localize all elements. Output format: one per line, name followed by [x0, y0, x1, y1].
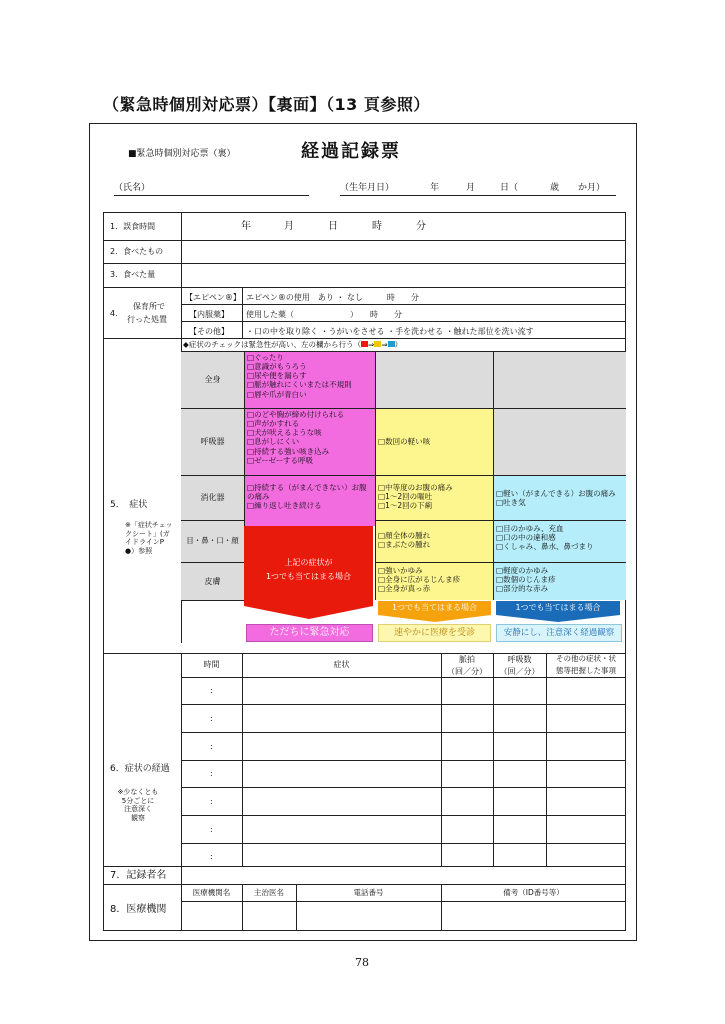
- birth-underline: [340, 195, 616, 196]
- time-mark: :: [210, 852, 213, 861]
- hdr-hospital: 医療機関名: [192, 888, 231, 897]
- hdr-remarks: 備考（ID番号等）: [503, 888, 564, 897]
- yellow-kao-list: □顔全体の腫れ □まぶたの腫れ: [378, 531, 431, 550]
- hdr-pulse-1: 脈拍: [459, 655, 475, 664]
- urgent-arrow-icon: [244, 606, 373, 619]
- yellow-kokyuki-list: □数回の軽い咳: [378, 437, 431, 446]
- form-title: 経過記録票: [301, 141, 401, 162]
- urgent-note-1: 上記の症状が: [284, 558, 333, 567]
- yellow-shokaki-list: □中等度のお腹の痛み □1～2回の嘔吐 □1～2回の下痢: [378, 483, 453, 511]
- row1-label: 1．誤食時間: [110, 222, 156, 231]
- red-kokyuki-list: □のどや胸が締め付けられる □声がかすれる □犬が吠えるような咳 □息がしにくい □持続する強い咳き込み □ゼーゼーする呼吸: [247, 410, 345, 465]
- yellow-tag: 1つでも当てはまる場合: [378, 601, 491, 615]
- birth-age: 歳: [550, 183, 560, 193]
- hdr-other-1: その他の症状・状: [556, 654, 616, 663]
- urgent-note-2: 1つでも当てはまる場合: [265, 572, 352, 581]
- birth-day: 日（: [500, 183, 519, 193]
- hdr-resp-1: 呼吸数: [507, 655, 532, 664]
- cat-hifu: 皮膚: [204, 577, 221, 586]
- hdr-other-2: 態等把握した事項: [556, 666, 616, 675]
- row1-minute: 分: [416, 221, 426, 232]
- name-underline: [114, 195, 309, 196]
- epi-tag: 【エピペン®】: [185, 293, 241, 302]
- time-mark: :: [210, 686, 213, 695]
- row4-label-2: 行った処置: [127, 315, 167, 324]
- hdr-pulse-2: （回／分）: [447, 667, 487, 676]
- time-mark: :: [210, 742, 213, 751]
- birth-month: 月: [466, 183, 476, 193]
- time-mark: :: [210, 797, 213, 806]
- cyan-kao-list: □目のかゆみ、充血 □口の中の違和感 □くしゃみ、鼻水、鼻づまり: [496, 524, 594, 552]
- row4-num: 4．: [110, 309, 124, 318]
- red-zenshin-list: □ぐったり □意識がもうろう □尿や便を漏らす □脈が触れにくいまたは不規則 □唇や爪が青白い: [247, 353, 352, 399]
- action-urgent: ただちに緊急対応: [246, 624, 373, 642]
- birth-year: 年: [430, 183, 440, 193]
- page-heading: （緊急時個別対応票）【裏面】（13 頁参照）: [103, 95, 430, 114]
- cat-kao: 目・鼻・口・顔: [186, 536, 239, 545]
- row1-month: 月: [284, 221, 294, 232]
- time-mark: :: [210, 825, 213, 834]
- blue-arrow-icon: [496, 615, 620, 622]
- time-mark: :: [210, 714, 213, 723]
- cat-shokaki: 消化器: [200, 493, 225, 502]
- row3-label: 3．食べた量: [110, 270, 156, 279]
- section8-label: 8．医療機関: [110, 904, 167, 915]
- row2-label: 2．食べたもの: [110, 247, 164, 256]
- hdr-phone: 電話番号: [353, 888, 384, 897]
- yellow-hifu-list: □強いかゆみ □全身に広がるじんま疹 □全身が真っ赤: [378, 566, 461, 594]
- cat-zenshin: 全身: [204, 375, 221, 384]
- other-tag: 【その他】: [189, 327, 229, 336]
- section7-label: 7．記録者名: [110, 870, 167, 881]
- birth-months: か月）: [578, 183, 606, 193]
- epi-text: エピペン®の使用 あり ・ なし 時 分: [246, 293, 419, 302]
- action-visit: 速やかに医療を受診: [378, 624, 491, 642]
- oral-text: 使用した薬（ ） 時 分: [246, 310, 402, 319]
- gray-zone-right: [493, 351, 626, 475]
- form-label: ■緊急時個別対応票（裏）: [128, 149, 236, 159]
- row1-day: 日: [328, 221, 338, 232]
- action-observe: 安静にし、注意深く経過観察: [496, 624, 622, 642]
- hdr-time: 時間: [203, 660, 220, 669]
- page-number: 78: [355, 956, 369, 969]
- section5-note: ※「症状チェッ クシート」(ガ イドラインP ●）参照: [125, 521, 173, 555]
- cyan-hifu-list: □軽度のかゆみ □数個のじんま疹 □部分的な赤み: [496, 566, 556, 594]
- other-text: ・口の中を取り除く ・うがいをさせる ・手を洗わせる ・触れた部位を洗い流す: [246, 327, 534, 336]
- gray-zone-mid: [375, 351, 493, 408]
- hdr-doctor: 主治医名: [254, 888, 284, 897]
- row1-hour: 時: [372, 221, 382, 232]
- name-label: （氏名）: [114, 183, 151, 193]
- yellow-arrow-icon: [378, 615, 491, 622]
- row4-label-1: 保育所で: [133, 302, 165, 311]
- oral-tag: 【内服薬】: [189, 310, 229, 319]
- symptom-notice: ◆症状のチェックは緊急性が高い、左の欄から行う（ ⇒ ⇒ ）: [183, 340, 403, 349]
- row1-year: 年: [241, 221, 251, 232]
- section6-label: 6．症状の経過: [110, 764, 170, 774]
- birth-label: （生年月日）: [340, 183, 395, 193]
- time-mark: :: [210, 769, 213, 778]
- section5-label: 5． 症状: [110, 500, 148, 510]
- red-shokaki-list: □持続する（がまんできない）お腹 の痛み □繰り返し吐き続ける: [247, 483, 367, 511]
- cyan-shokaki-list: □軽い（がまんできる）お腹の痛み □吐き気: [496, 489, 616, 508]
- section6-note: ※少なくとも 5分ごとに 注意深く 観察: [117, 788, 159, 822]
- cat-kokyuki: 呼吸器: [200, 437, 225, 446]
- hdr-resp-2: （回／分）: [499, 667, 540, 676]
- hdr-symptom: 症状: [333, 660, 350, 669]
- blue-tag: 1つでも当てはまる場合: [496, 601, 620, 615]
